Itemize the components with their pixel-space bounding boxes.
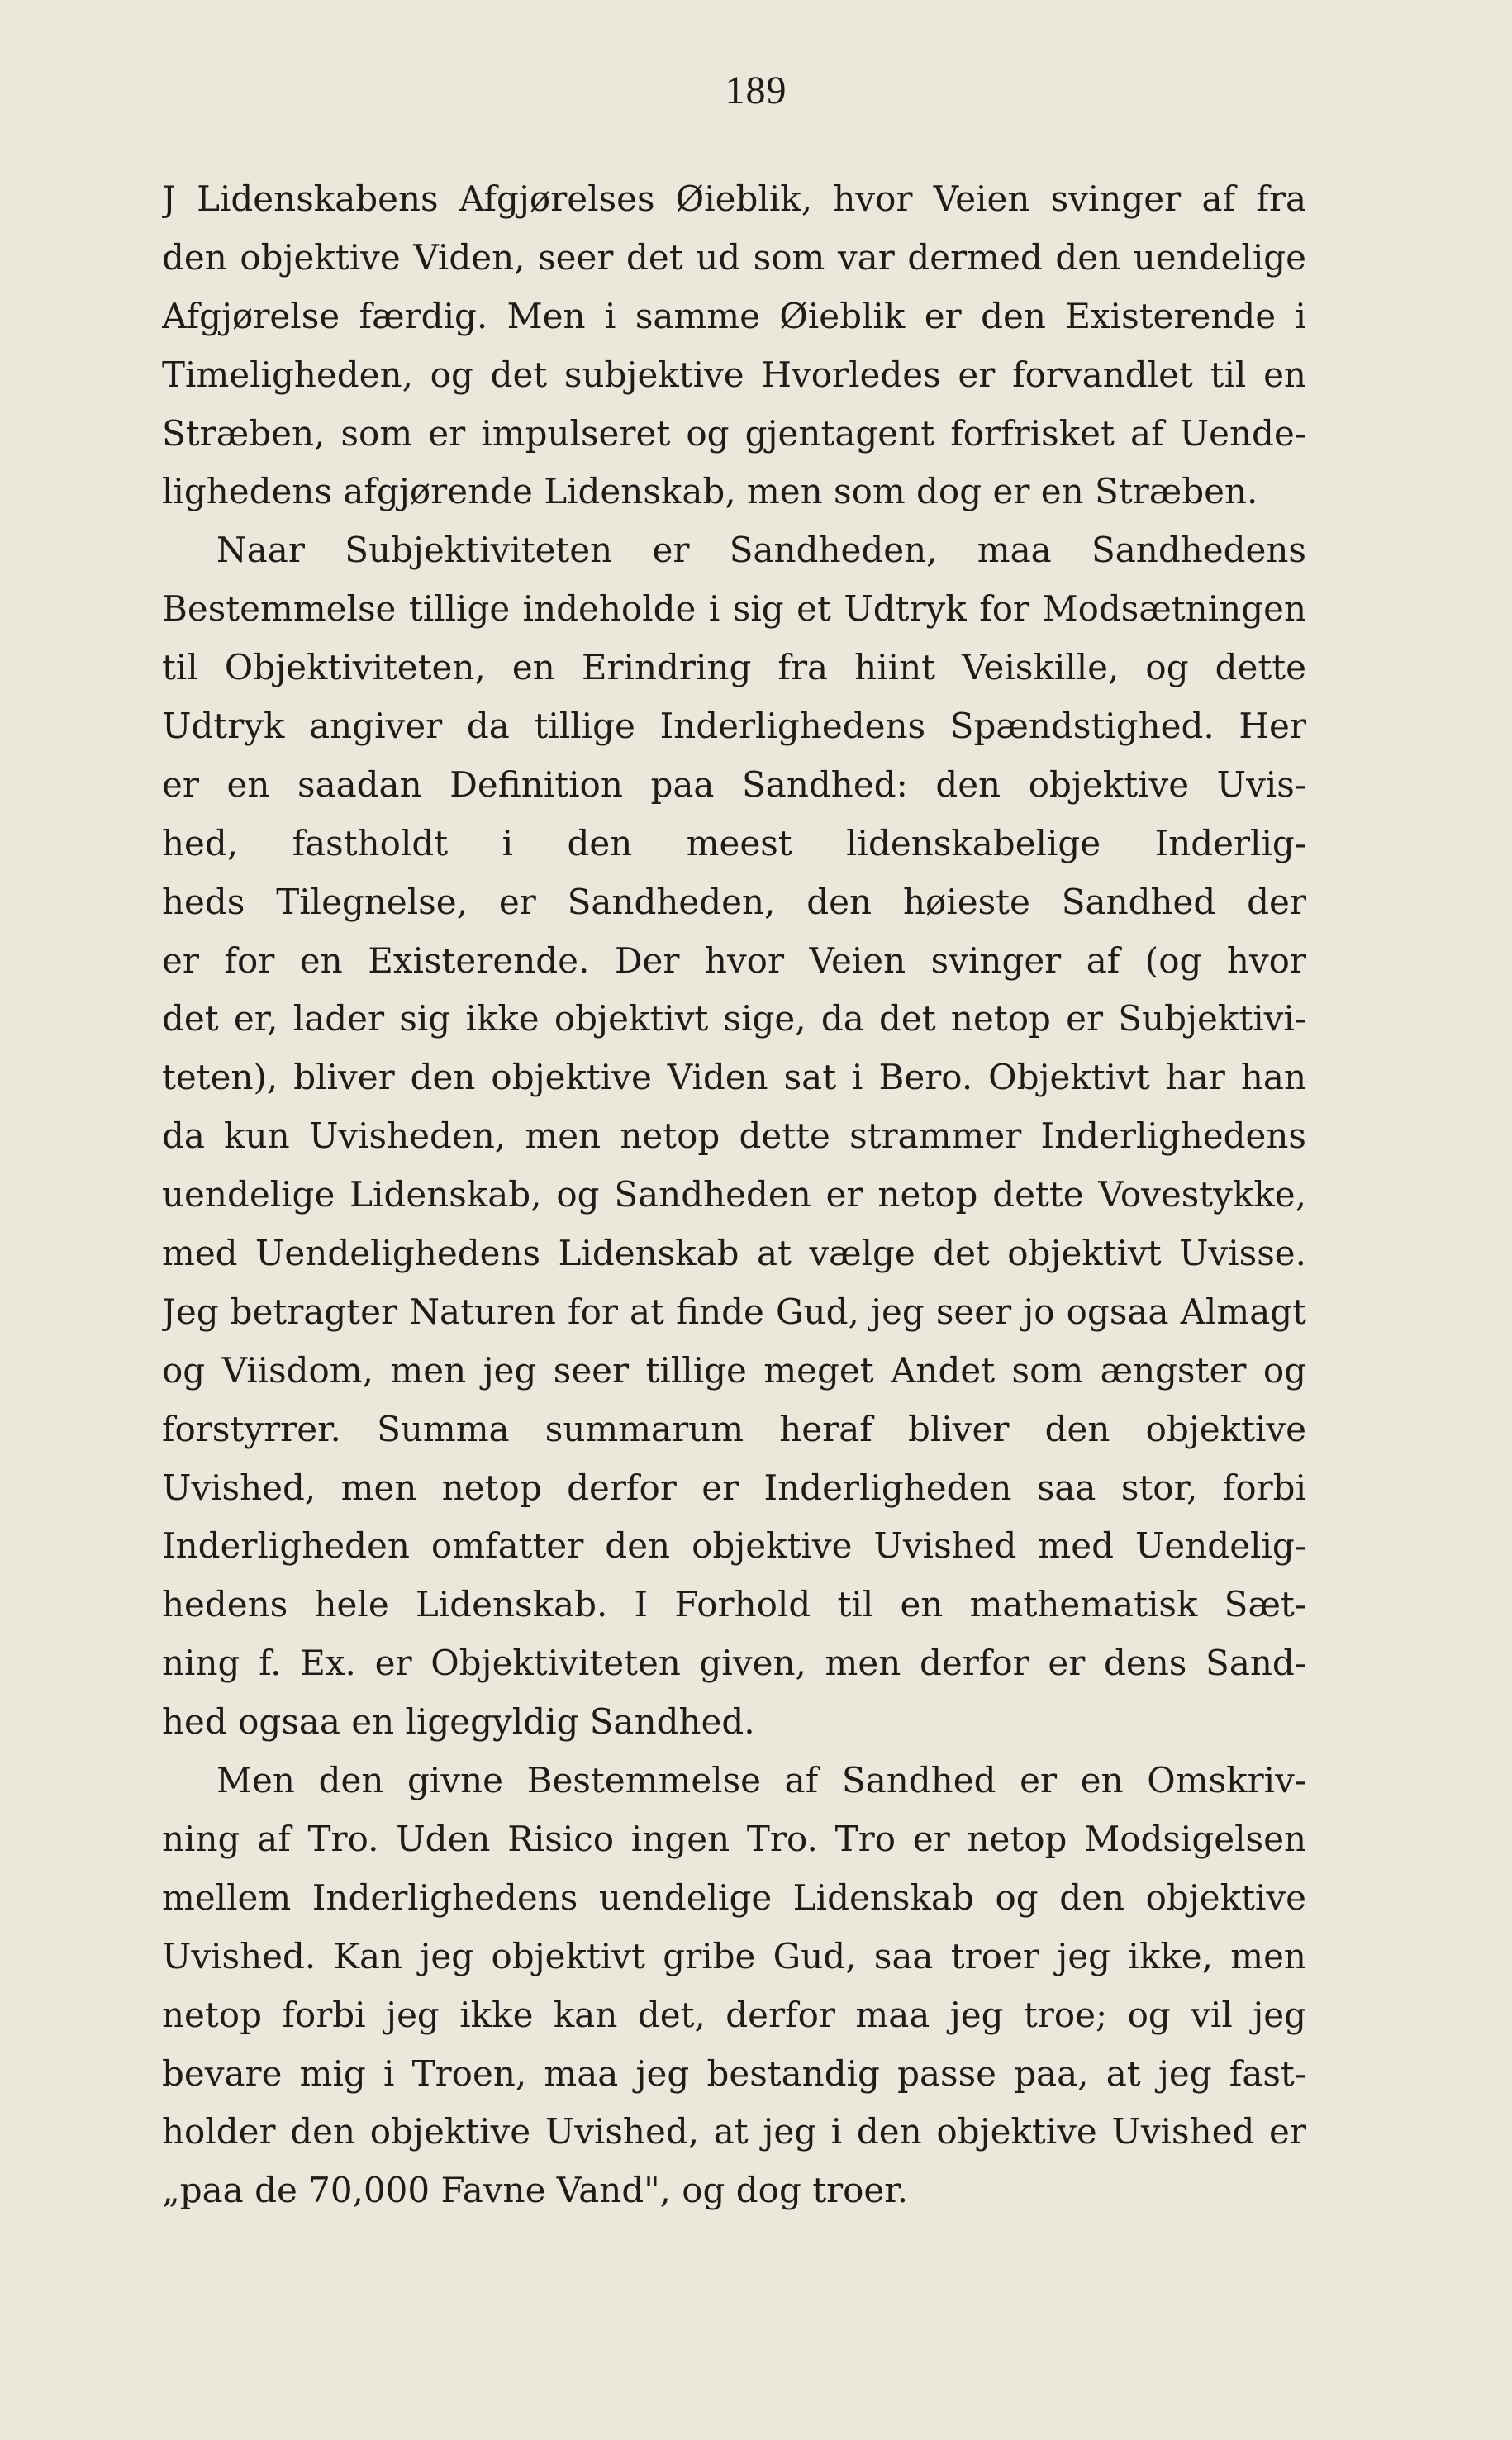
text-line: mellem Inderlighedens uendelige Lidenskab og den objektive [162, 1876, 1306, 1918]
text-line: Uvished, men netop derfor er Inderligheden saa stor, forbi [162, 1467, 1306, 1508]
text-line: Timeligheden, og det subjektive Hvorledes er forvandlet til en [162, 354, 1306, 395]
text-line: er en saadan Definition paa Sandhed: den objektive Uvis- [162, 763, 1306, 805]
text-line: J Lidenskabens Afgjørelses Øieblik, hvor Veien svinger af fra [162, 178, 1306, 219]
text-line: Inderligheden omfatter den objektive Uvished med Uendelig- [162, 1525, 1306, 1567]
text-line: med Uendelighedens Lidenskab at vælge det objektivt Uvisse. [162, 1233, 1306, 1274]
text-line: ning af Tro. Uden Risico ingen Tro. Tro er netop Modsigelsen [162, 1818, 1306, 1859]
text-line: heds Tilegnelse, er Sandheden, den høieste Sandhed der [162, 881, 1306, 922]
text-line: ning f. Ex. er Objektiviteten given, men derfor er dens Sand- [162, 1643, 1306, 1684]
text-line: hedens hele Lidenskab. I Forhold til en mathematisk Sæt- [162, 1584, 1306, 1625]
text-line: lighedens afgjørende Lidenskab, men som dog er en Stræben. [162, 471, 1258, 512]
text-line: „paa de 70,000 Favne Vand", og dog troer. [162, 2170, 909, 2211]
text-line: Bestemmelse tillige indeholde i sig et Udtryk for Modsætningen [162, 588, 1306, 630]
body-text [162, 170, 1306, 2220]
paragraph-start-line: Naar Subjektiviteten er Sandheden, maa Sandhedens [216, 530, 1306, 571]
text-line: Stræben, som er impulseret og gjentagent forfrisket af Uende- [162, 412, 1306, 454]
text-line: er for en Existerende. Der hvor Veien svinger af (og hvor [162, 939, 1306, 981]
text-line: den objektive Viden, seer det ud som var dermed den uendelige [162, 236, 1306, 278]
text-line: uendelige Lidenskab, og Sandheden er netop dette Vovestykke, [162, 1174, 1306, 1215]
text-line: forstyrrer. Summa summarum heraf bliver den objektive [162, 1408, 1306, 1449]
text-line: til Objektiviteten, en Erindring fra hiint Veiskille, og dette [162, 647, 1306, 688]
text-line: holder den objektive Uvished, at jeg i den objektive Uvished er [162, 2111, 1306, 2152]
text-line: da kun Uvisheden, men netop dette strammer Inderlighedens [162, 1115, 1306, 1157]
text-line: det er, lader sig ikke objektivt sige, da det netop er Subjektivi- [162, 998, 1306, 1039]
text-line: og Viisdom, men jeg seer tillige meget Andet som ængster og [162, 1349, 1306, 1391]
text-line: Uvished. Kan jeg objektivt gribe Gud, saa troer jeg ikke, men [162, 1935, 1306, 1976]
text-line: Jeg betragter Naturen for at finde Gud, jeg seer jo ogsaa Almagt [162, 1291, 1306, 1332]
text-line: Afgjørelse færdig. Men i samme Øieblik er den Existerende i [162, 295, 1306, 336]
paragraph-start-line: Men den givne Bestemmelse af Sandhed er en Omskriv- [216, 1760, 1306, 1801]
text-line: hed ogsaa en ligegyldig Sandhed. [162, 1701, 755, 1743]
text-line: Udtryk angiver da tillige Inderlighedens Spændstighed. Her [162, 706, 1306, 747]
text-line: teten), bliver den objektive Viden sat i Bero. Objektivt har han [162, 1057, 1306, 1098]
page-number: 189 [725, 69, 787, 112]
text-line: hed, fastholdt i den meest lidenskabelige Inderlig- [162, 822, 1306, 863]
text-line: bevare mig i Troen, maa jeg bestandig passe paa, at jeg fast- [162, 2052, 1306, 2094]
text-line: netop forbi jeg ikke kan det, derfor maa jeg troe; og vil jeg [162, 1994, 1306, 2035]
